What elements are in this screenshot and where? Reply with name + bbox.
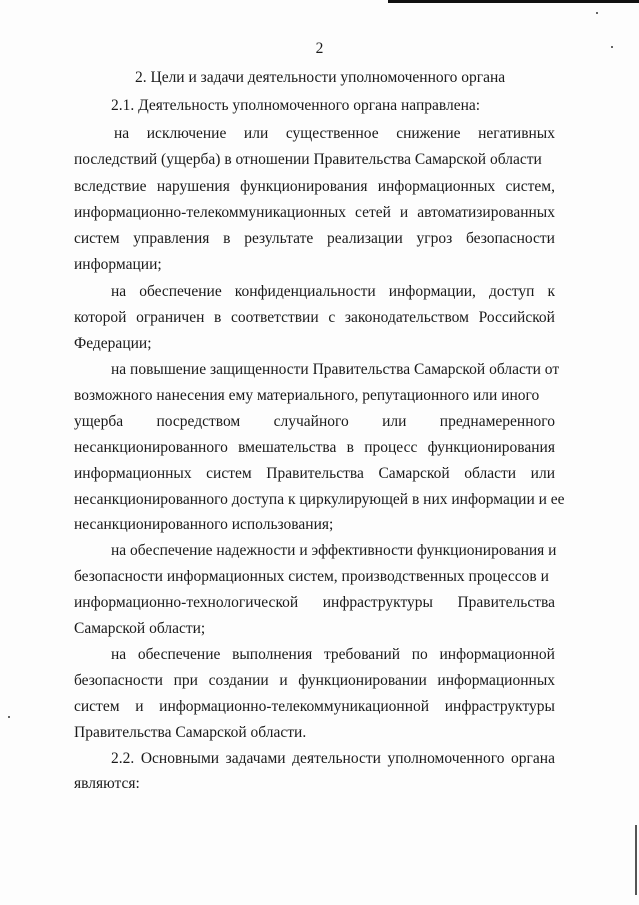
word: информационно-телекоммуникационной: [159, 698, 430, 715]
word: информационных: [437, 672, 555, 689]
item-2-line-2: [74, 309, 555, 327]
item-5-line-3: [74, 698, 555, 716]
word: случайного: [273, 413, 349, 430]
word: и: [399, 204, 409, 221]
paragraph-2-2-line-1: [111, 750, 555, 768]
word: вмешательства: [238, 439, 337, 456]
word: процесс: [364, 439, 418, 456]
item-4-line-4: Самарской области;: [74, 620, 206, 637]
word: по: [411, 646, 428, 663]
word: систем,: [505, 178, 555, 195]
word: безопасности: [465, 230, 555, 247]
word: Основными: [140, 750, 220, 767]
item-1-line-6: информации;: [74, 256, 162, 273]
word: нарушения: [156, 178, 230, 195]
word: или: [243, 125, 269, 142]
word: конфиденциальности: [234, 283, 376, 300]
item-1-line-4: [74, 204, 555, 222]
word: вследствие: [74, 178, 147, 195]
word: и: [135, 698, 144, 715]
word: области: [464, 465, 517, 482]
word: функционирования: [240, 178, 368, 195]
word: систем: [74, 230, 120, 247]
paragraph-2-1-intro: 2.1. Деятельность уполномоченного органа направлена:: [111, 97, 481, 114]
word: органа: [511, 750, 555, 767]
word: сетей: [355, 204, 391, 221]
word: которой: [74, 309, 127, 326]
page-number: 2: [315, 40, 324, 57]
word: негативных: [478, 125, 555, 142]
word: соответствии: [231, 309, 319, 326]
word: исключение: [146, 125, 227, 142]
word: и: [279, 672, 288, 689]
word: на: [111, 283, 127, 300]
word: деятельности: [292, 750, 381, 767]
word: с: [328, 309, 336, 326]
item-3-line-2: возможного нанесения ему материального, репутационного или иного: [74, 387, 540, 404]
word: инфраструктуры: [444, 698, 555, 715]
word: существенное: [285, 125, 379, 142]
word: информационных: [377, 178, 496, 195]
item-5-line-4: Правительства Самарской области.: [74, 724, 307, 741]
item-1-line-1: [114, 125, 555, 143]
section-heading: 2. Цели и задачи деятельности уполномоченного органа: [135, 69, 506, 86]
item-3-line-4: [74, 439, 555, 457]
word: информационной: [439, 646, 555, 663]
word: при: [173, 672, 198, 689]
word: результате: [244, 230, 314, 247]
word: 2.2.: [111, 750, 135, 767]
item-5-line-2: [74, 672, 555, 690]
word: выполнения: [232, 646, 313, 663]
item-4-line-3: [74, 594, 555, 612]
word: к: [547, 283, 555, 300]
word: ущерба: [74, 413, 124, 430]
word: управления: [133, 230, 210, 247]
scan-speck: [596, 12, 598, 14]
item-1-line-2: последствий (ущерба) в отношении Правительства Самарской области: [74, 151, 542, 168]
word: инфраструктуры: [322, 594, 433, 611]
word: обеспечение: [139, 283, 222, 300]
word: Правительства: [266, 465, 364, 482]
word: на: [111, 646, 127, 663]
word: или: [382, 413, 407, 430]
word: уполномоченного: [387, 750, 505, 767]
word: на: [114, 125, 130, 142]
item-2-line-3: Федерации;: [74, 335, 152, 352]
item-3-line-1: на повышение защищенности Правительства Самарской области от: [111, 361, 560, 378]
word: функционировании: [298, 672, 427, 689]
word: снижение: [396, 125, 461, 142]
word: преднамеренного: [439, 413, 555, 430]
word: информационных: [74, 465, 192, 482]
word: Российской: [478, 309, 555, 326]
word: Правительства: [457, 594, 555, 611]
word: угроз: [416, 230, 453, 247]
word: автоматизированных: [417, 204, 555, 221]
word: Самарской: [378, 465, 450, 482]
word: в: [346, 439, 354, 456]
word: законодательством: [344, 309, 469, 326]
item-4-line-1: на обеспечение надежности и эффективности функционирования и: [111, 542, 557, 559]
word: функционирования: [427, 439, 555, 456]
word: систем: [206, 465, 252, 482]
word: или: [530, 465, 555, 482]
word: в: [214, 309, 222, 326]
item-1-line-5: [74, 230, 555, 248]
item-3-line-6: несанкционированного доступа к циркулирующей в них информации и ее: [74, 491, 565, 508]
word: безопасности: [74, 672, 163, 689]
word: информационно-технологической: [74, 594, 299, 611]
item-2-line-1: [111, 283, 555, 301]
word: несанкционированного: [74, 439, 228, 456]
word: создании: [208, 672, 269, 689]
word: реализации: [326, 230, 403, 247]
scan-speck: [8, 716, 10, 718]
word: ограничен: [136, 309, 205, 326]
paragraph-2-2-line-2: являются:: [74, 775, 140, 792]
item-4-line-2: безопасности информационных систем, производственных процессов и: [74, 568, 549, 585]
item-1-line-3: [74, 178, 555, 196]
scan-edge-bar: [388, 0, 639, 3]
item-3-line-3: [74, 413, 555, 431]
word: информационно-телекоммуникационных: [74, 204, 347, 221]
scan-edge-mark: [635, 825, 637, 895]
word: обеспечение: [137, 646, 221, 663]
word: доступ: [488, 283, 535, 300]
word: систем: [74, 698, 120, 715]
item-3-line-5: [74, 465, 555, 483]
item-3-line-7: несанкционированного использования;: [74, 516, 334, 533]
word: требований: [323, 646, 401, 663]
word: задачами: [225, 750, 286, 767]
word: в: [223, 230, 231, 247]
item-5-line-1: [111, 646, 555, 664]
word: информации,: [388, 283, 476, 300]
word: посредством: [156, 413, 241, 430]
